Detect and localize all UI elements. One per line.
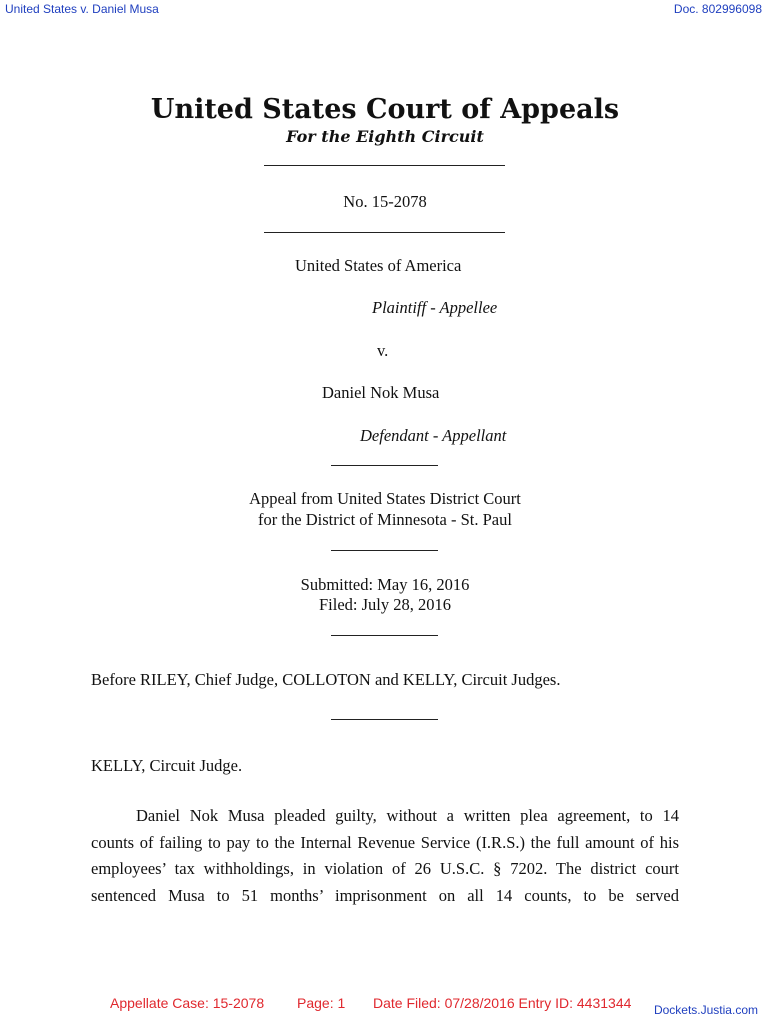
opinion-line: sentenced Musa to 51 months’ imprisonment on all 14 counts, to be served xyxy=(91,885,679,905)
footer-appellate-case: Appellate Case: 15-2078 xyxy=(110,995,265,1011)
divider-rule xyxy=(264,232,505,233)
versus: v. xyxy=(377,341,389,360)
footer-page: Page: 1 xyxy=(297,995,346,1011)
divider-rule xyxy=(331,719,438,720)
appeal-line-1: Appeal from United States District Court xyxy=(249,489,521,508)
divider-rule xyxy=(331,465,438,466)
panel-judges: Before RILEY, Chief Judge, COLLOTON and KELLY, Circuit Judges. xyxy=(91,670,561,689)
circuit-name: For the Eighth Circuit xyxy=(286,127,484,146)
divider-rule xyxy=(331,550,438,551)
dockets-justia-link[interactable]: Dockets.Justia.com xyxy=(653,1003,758,1017)
footer-date-filed: Date Filed: 07/28/2016 Entry ID: 4431344 xyxy=(373,995,632,1011)
case-number: No. 15-2078 xyxy=(343,192,427,211)
opinion-line: counts of failing to pay to the Internal Revenue Service (I.R.S.) the full amount of his xyxy=(91,832,679,852)
plaintiff-role: Plaintiff - Appellee xyxy=(372,298,498,317)
opinion-line: employees’ tax withholdings, in violation of 26 U.S.C. § 7202. The district court xyxy=(91,859,679,878)
opinion-paragraph xyxy=(91,803,679,909)
defendant-role: Defendant - Appellant xyxy=(360,426,507,445)
doc-number-link[interactable]: Doc. 802996098 xyxy=(673,2,762,16)
divider-rule xyxy=(331,635,438,636)
opinion-line: Daniel Nok Musa pleaded guilty, without a written plea agreement, to 14 xyxy=(136,806,679,825)
appeal-line-2: for the District of Minnesota - St. Paul xyxy=(258,510,512,529)
case-title-link[interactable]: United States v. Daniel Musa xyxy=(5,2,159,16)
court-name: United States Court of Appeals xyxy=(150,94,620,125)
opinion-author: KELLY, Circuit Judge. xyxy=(91,756,243,775)
defendant-name: Daniel Nok Musa xyxy=(322,383,440,402)
filed-date: Filed: July 28, 2016 xyxy=(318,595,451,614)
submitted-date: Submitted: May 16, 2016 xyxy=(300,575,470,594)
divider-rule xyxy=(264,165,505,166)
plaintiff-name: United States of America xyxy=(295,256,462,275)
